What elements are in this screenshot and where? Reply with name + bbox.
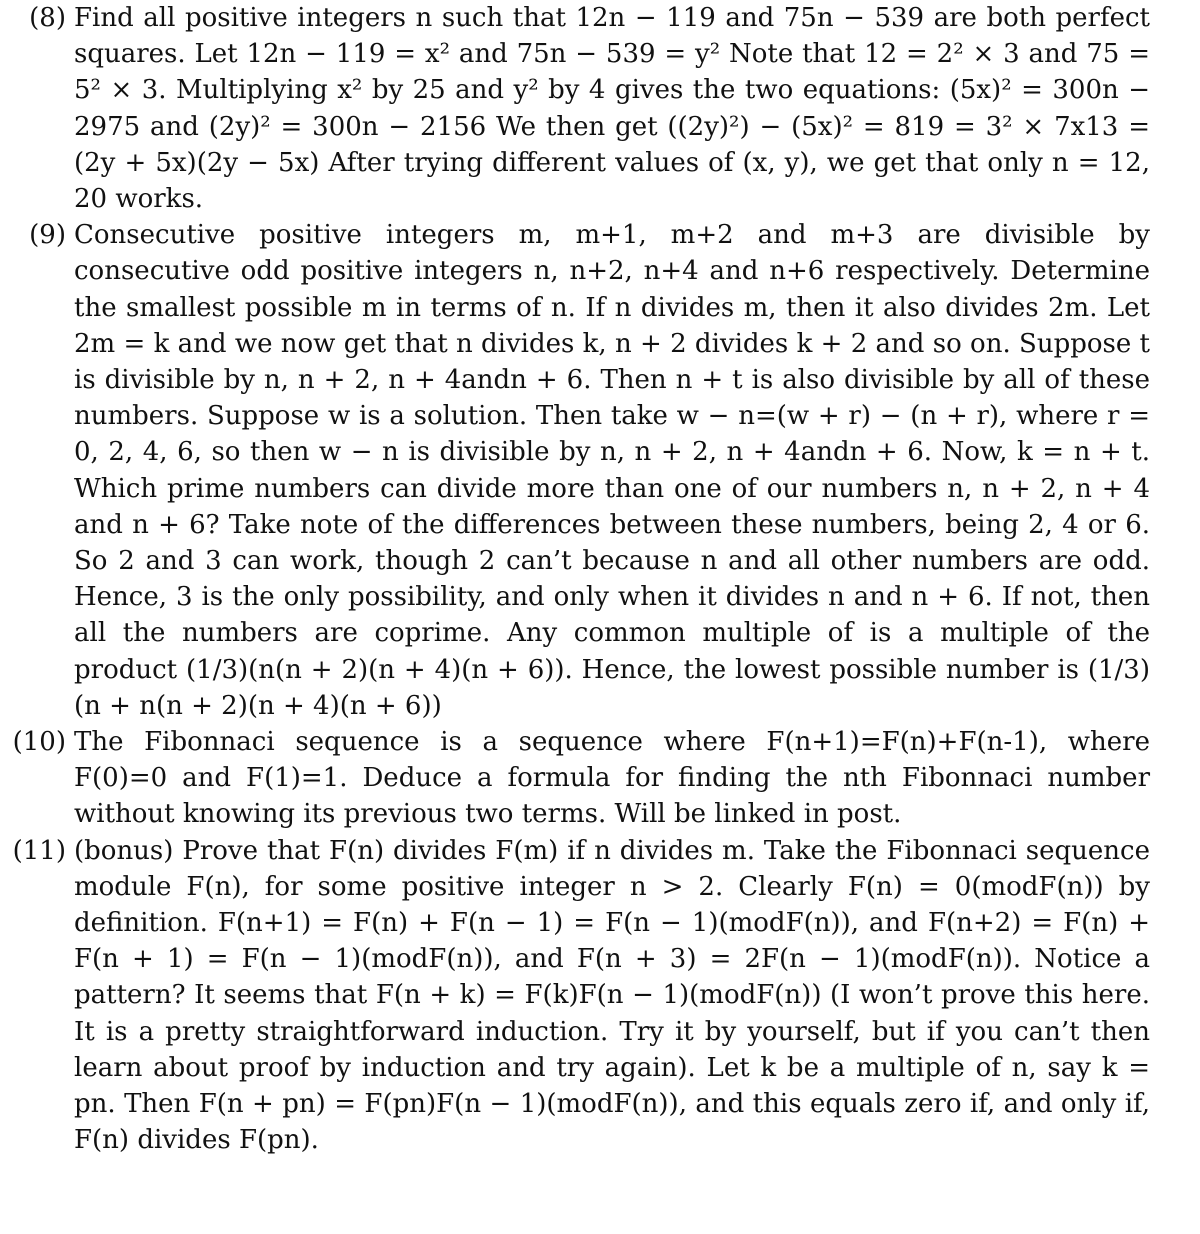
problem-8 <box>29 0 1150 217</box>
problem-text: The Fibonnaci sequence is a sequence where F(n+1)=F(n)+F(n-1), where F(0)=0 and F(1)=1. Deduce a formula for finding the nth Fibonnaci number without knowing its previous two terms. Will be linked in post. <box>74 727 1150 830</box>
problem-text: Consecutive positive integers m, m+1, m+2 and m+3 are divisible by consecutive odd positive integers n, n+2, n+4 and n+6 respectively. Determine the smallest possible m in terms of n. If n divides m, then it also divides 2m. Let 2m = k and we now get that n divides k, n + 2 divides k + 2 and so on. Suppose t is divisible by n, n + 2, n + 4andn + 6. Then n + t is also divisible by all of these numbers. Suppose w is a solution. Then take w − n=(w + r) − (n + r), where r = 0, 2, 4, 6, so then w − n is divisible by n, n + 2, n + 4andn + 6. Now, k = n + t. Which prime numbers can divide more than one of our numbers n, n + 2, n + 4 and n + 6? Take note of the differences between these numbers, being 2, 4 or 6. So 2 and 3 can work, though 2 can’t because n and all other numbers are odd. Hence, 3 is the only possibility, and only when it divides n and n + 6. If not, then all the numbers are coprime. Any common multiple of is a multiple of the product (1/3)(n(n + 2)(n + 4)(n + 6)). Hence, the lowest possible number is (1/3)(n + n(n + 2)(n + 4)(n + 6)) <box>74 220 1150 721</box>
problem-number: (8) <box>29 3 66 33</box>
problem-number: (10) <box>12 727 66 758</box>
problem-text: Find all positive integers n such that 12n − 119 and 75n − 539 are both perfect squares. Let 12n − 119 = x² and 75n − 539 = y² Note that 12 = 2² × 3 and 75 = 5² × 3. Multiplying x² by 25 and y² by 4 gives the two equations: (5x)² = 300n − 2975 and (2y)² = 300n − 2156 We then get ((2y)²) − (5x)² = 819 = 3² × 7x13 = (2y + 5x)(2y − 5x) After trying different values of (x, y), we get that only n = 12, 20 works. <box>74 3 1150 215</box>
problem-11 <box>12 833 1150 1159</box>
problem-9 <box>29 217 1150 724</box>
problem-10 <box>12 724 1150 833</box>
problem-number: (11) <box>12 835 66 866</box>
problem-list <box>12 0 1150 1159</box>
problem-text: (bonus) Prove that F(n) divides F(m) if n divides m. Take the Fibonnaci sequence module F(n), for some positive integer n > 2. Clearly F(n) = 0(modF(n)) by definition. F(n+1) = F(n) + F(n − 1) = F(n − 1)(modF(n)), and F(n+2) = F(n) + F(n + 1) = F(n − 1)(modF(n)), and F(n + 3) = 2F(n − 1)(modF(n)). Notice a pattern? It seems that F(n + k) = F(k)F(n − 1)(modF(n)) (I won’t prove this here. It is a pretty straightforward induction. Try it by yourself, but if you can’t then learn about proof by induction and try again). Let k be a multiple of n, say k = pn. Then F(n + pn) = F(pn)F(n − 1)(modF(n)), and this equals zero if, and only if, F(n) divides F(pn). <box>74 835 1150 1156</box>
problem-number: (9) <box>29 220 66 251</box>
